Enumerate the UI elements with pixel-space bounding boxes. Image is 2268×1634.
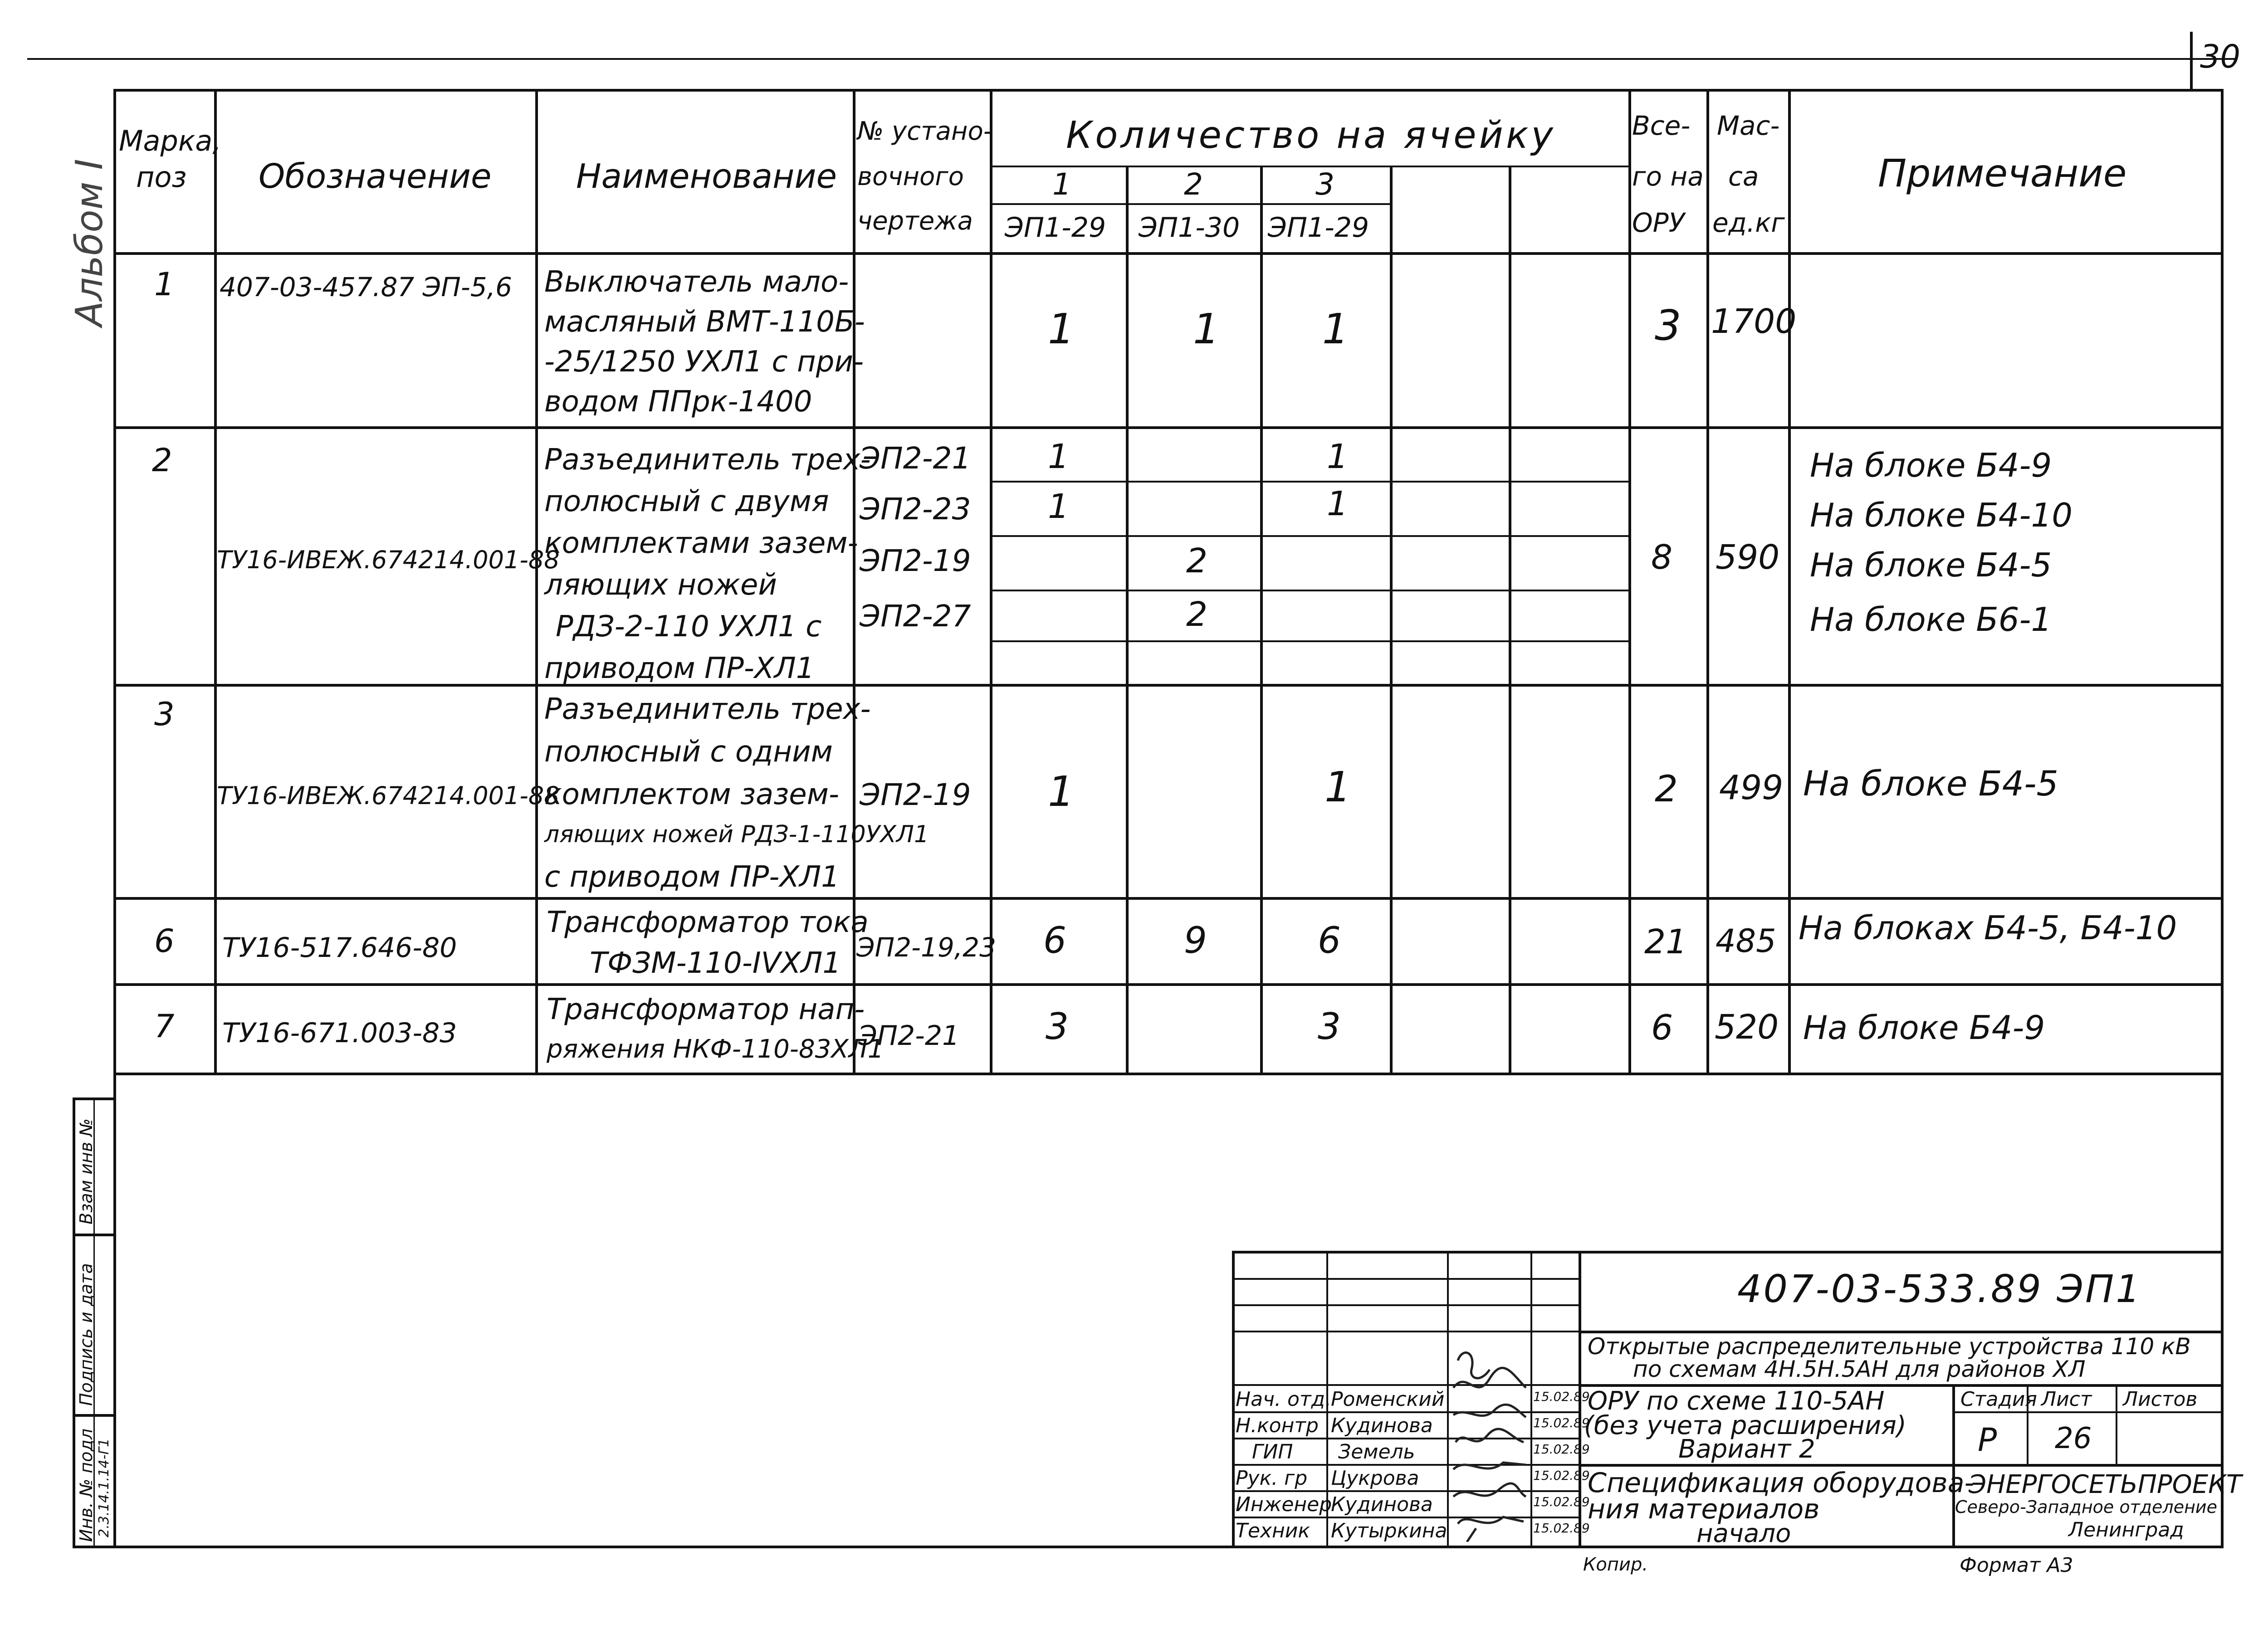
tb-sheet-title-2: (без учета расширения): [1584, 1411, 1906, 1440]
col-divider-9: [1628, 89, 1631, 1073]
row3-name-1: Разъединитель трех-: [544, 693, 871, 726]
row3-name-2: полюсный с одним: [544, 735, 833, 769]
col-divider-8: [1509, 166, 1511, 1073]
row6-ustan: ЭП2-19,23: [856, 932, 996, 963]
row-sep-5: [113, 1073, 2224, 1075]
row2-sub4-ustan: ЭП2-27: [860, 599, 971, 634]
tb-listov-label: Листов: [2123, 1388, 2198, 1411]
row2-sub2-q1: 1: [1048, 487, 1070, 526]
row2-sub1-q1: 1: [1048, 437, 1070, 476]
tb-name-3: Земель: [1338, 1440, 1415, 1463]
row2-oboz: ТУ16-ИВЕЖ.674214.001-88: [217, 546, 560, 574]
tb-org-1: ЭНЕРГОСЕТЬПРОЕКТ: [1969, 1470, 2242, 1499]
row1-poz: 1: [154, 266, 175, 303]
row2-name-1: Разъединитель трех-: [544, 443, 871, 477]
hdr-kolichestvo: Количество на ячейку: [1066, 114, 1556, 157]
hdr-oboznachenie: Обозначение: [259, 157, 492, 196]
row7-ustan: ЭП2-21: [858, 1020, 960, 1052]
tb-sheet-title-3: Вариант 2: [1678, 1434, 1815, 1464]
side-stamp-vzam: Взам инв №: [76, 1118, 96, 1224]
row7-oboz: ТУ16-671.003-83: [222, 1017, 457, 1049]
tb-date-2: 15.02.89: [1533, 1415, 1590, 1430]
col-divider-5: [1126, 166, 1129, 1073]
row7-vsego: 6: [1651, 1007, 1673, 1048]
page-number-box-left: [2190, 32, 2193, 89]
row2-sub3-ustan: ЭП2-19: [860, 543, 971, 578]
row7-q3: 3: [1318, 1005, 1341, 1048]
row1-q1: 1: [1048, 305, 1075, 353]
col-divider-2: [535, 89, 538, 1073]
tb-row-c: [1232, 1331, 1579, 1332]
tb-role-6: Техник: [1236, 1519, 1310, 1542]
row3-name-4: ляющих ножей РДЗ-1-110УХЛ1: [544, 821, 929, 848]
row7-q1: 3: [1046, 1005, 1069, 1048]
side-stamp-inv-value: 2.3.14.1.14-Г1: [96, 1438, 112, 1537]
tb-org-3: Ленинград: [2068, 1518, 2184, 1541]
tb-row-a: [1232, 1278, 1579, 1280]
row2-sub2-q3: 1: [1327, 484, 1349, 523]
frame-bottom: [73, 1546, 2224, 1548]
row2-name-6: приводом ПР-ХЛ1: [544, 652, 815, 685]
hdr-marka-1: Марка,: [119, 124, 221, 157]
row2-subline-3: [990, 590, 1628, 591]
side-stamp-podpis: Подпись и дата: [76, 1263, 96, 1406]
row3-q3: 1: [1325, 763, 1351, 811]
tb-row-b: [1232, 1304, 1579, 1306]
row6-poz: 6: [154, 922, 175, 960]
album-mark: Альбом I: [68, 159, 111, 327]
row3-massa: 499: [1719, 768, 1784, 807]
hdr-line-b: [990, 203, 1390, 205]
row2-name-2: полюсный с двумя: [544, 485, 829, 518]
row2-name-4: ляющих ножей: [544, 568, 777, 602]
row6-prim: На блоках Б4-5, Б4-10: [1799, 909, 2177, 947]
tb-left: [1232, 1251, 1235, 1546]
tb-role-2: Н.контр: [1236, 1414, 1319, 1437]
row6-oboz: ТУ16-517.646-80: [222, 932, 457, 964]
row2-name-5: РДЗ-2-110 УХЛ1 с: [556, 610, 822, 644]
row-sep-3: [113, 897, 2224, 900]
col-divider-6: [1260, 166, 1263, 1073]
row2-sub2-prim: На блоке Б4-10: [1810, 496, 2073, 534]
row2-sub4-prim: На блоке Б6-1: [1810, 600, 2052, 639]
row6-q2: 9: [1184, 919, 1207, 961]
tb-date-4: 15.02.89: [1533, 1468, 1590, 1483]
row2-sub1-ustan: ЭП2-21: [860, 441, 971, 476]
row7-name-1: Трансформатор нап-: [547, 993, 865, 1026]
tb-right-row-3: [1579, 1464, 2224, 1467]
row6-q1: 6: [1043, 919, 1066, 961]
row3-ustan: ЭП2-19: [860, 777, 971, 812]
tb-sheet-title-1: ОРУ по схеме 110-5АН: [1588, 1386, 1885, 1416]
row6-massa: 485: [1716, 922, 1776, 960]
hdr-cell-1: 1: [1052, 167, 1071, 202]
col-divider-7: [1390, 166, 1393, 1073]
tb-name-4: Цукрова: [1331, 1467, 1419, 1490]
row2-vsego: 8: [1651, 538, 1673, 577]
tb-name-2: Кудинова: [1331, 1414, 1433, 1437]
row2-sub3-q2: 2: [1186, 541, 1208, 580]
hdr-cell-2: 2: [1184, 167, 1203, 202]
table-right-border: [2221, 89, 2224, 1547]
row-sep-2: [113, 684, 2224, 687]
tb-org-2: Северо-Западное отделение: [1955, 1497, 2217, 1517]
tb-name-1: Роменский: [1331, 1388, 1445, 1411]
row3-q1: 1: [1048, 767, 1075, 816]
hdr-primechanie: Примечание: [1878, 151, 2127, 195]
row2-sub4-q2: 2: [1186, 595, 1208, 634]
tb-list-label: Лист: [2041, 1388, 2092, 1411]
tb-col-3: [1530, 1251, 1532, 1546]
tb-stadia-left: [1952, 1384, 1955, 1546]
tb-role-3: ГИП: [1252, 1440, 1293, 1463]
format-label: Формат А3: [1960, 1554, 2073, 1577]
col-divider-4: [990, 89, 992, 1073]
tb-date-5: 15.02.89: [1533, 1494, 1590, 1509]
row2-sub1-q3: 1: [1327, 437, 1349, 476]
row2-subline-2: [990, 535, 1628, 537]
tb-role-1: Нач. отд.: [1236, 1388, 1331, 1411]
row2-subline-4: [990, 640, 1628, 642]
tb-name-6: Кутыркина: [1331, 1519, 1447, 1542]
hdr-vsego-1: Все-: [1632, 110, 1691, 141]
tb-listov-left: [2116, 1384, 2117, 1464]
row7-poz: 7: [154, 1008, 175, 1045]
side-stamp-top: [73, 1097, 113, 1100]
hdr-massa-1: Мас-: [1717, 110, 1780, 141]
side-stamp-inv: Инв. № подл: [76, 1428, 96, 1542]
hdr-vsego-3: ОРУ: [1632, 207, 1685, 238]
row1-name-1: Выключатель мало-: [544, 265, 849, 299]
row1-vsego: 3: [1655, 301, 1681, 350]
row3-poz: 3: [154, 696, 175, 733]
hdr-ustan-1: № устано-: [857, 117, 992, 146]
row6-name-1: Трансформатор тока: [547, 906, 869, 939]
row3-vsego: 2: [1655, 768, 1678, 810]
hdr-cell-3: 3: [1315, 167, 1334, 202]
tb-code: 407-03-533.89 ЭП1: [1737, 1267, 2142, 1311]
row3-prim: На блоке Б4-5: [1803, 763, 2058, 804]
row7-massa: 520: [1715, 1008, 1779, 1047]
row2-sub2-ustan: ЭП2-23: [860, 492, 971, 527]
tb-date-3: 15.02.89: [1533, 1442, 1590, 1457]
side-stamp-left: [73, 1097, 75, 1547]
row3-name-5: с приводом ПР-ХЛ1: [544, 860, 840, 894]
tb-doc-title-1: Спецификация оборудова-: [1588, 1467, 1975, 1499]
row7-prim: На блоке Б4-9: [1803, 1009, 2045, 1047]
row2-name-3: комплектами зазем-: [544, 527, 858, 560]
row1-name-3: -25/1250 УХЛ1 с при-: [544, 345, 864, 379]
col-divider-1: [214, 89, 217, 1073]
row2-poz: 2: [152, 442, 172, 479]
row2-subline-1: [990, 481, 1628, 483]
tb-name-5: Кудинова: [1331, 1493, 1433, 1516]
hdr-cell-1-chert: ЭП1-29: [1005, 212, 1106, 244]
tb-list-value: 26: [2055, 1422, 2092, 1455]
tb-top: [1232, 1251, 2224, 1254]
row2-massa: 590: [1716, 538, 1780, 577]
page-number: 30: [2200, 38, 2241, 75]
row-sep-1: [113, 426, 2224, 429]
hdr-bottom: [113, 252, 2224, 255]
row1-name-2: масляный ВМТ-110Б-: [544, 305, 865, 339]
tb-doc-title-2: ния материалов: [1588, 1493, 1820, 1525]
table-left-border: [113, 89, 116, 1547]
row1-q3: 1: [1322, 305, 1349, 353]
hdr-vsego-2: го на: [1632, 161, 1704, 192]
row1-name-4: водом ППрк-1400: [544, 385, 812, 419]
col-divider-11: [1788, 89, 1791, 1073]
tb-project-title-2: по схемам 4Н.5Н.5АН для районов ХЛ: [1633, 1356, 2086, 1382]
side-stamp-sep-2: [73, 1414, 113, 1417]
tb-date-1: 15.02.89: [1533, 1389, 1590, 1404]
hdr-line-a: [990, 166, 1628, 167]
tb-stadia-value: Р: [1978, 1421, 1997, 1458]
col-divider-10: [1706, 89, 1709, 1073]
hdr-ustan-3: чертежа: [857, 206, 973, 236]
row-sep-4: [113, 983, 2224, 986]
hdr-cell-2-chert: ЭП1-30: [1139, 212, 1240, 244]
row1-oboz: 407-03-457.87 ЭП-5,6: [220, 272, 513, 302]
row3-oboz: ТУ16-ИВЕЖ.674214.001-88: [217, 781, 560, 810]
row1-massa: 1700: [1711, 302, 1797, 341]
tb-stadia-label: Стадия: [1960, 1388, 2037, 1411]
hdr-massa-2: са: [1728, 161, 1759, 192]
tb-stadia-hdr-line: [1952, 1411, 2224, 1413]
tb-role-4: Рук. гр: [1236, 1467, 1308, 1490]
tb-doc-title-3: начало: [1696, 1519, 1791, 1548]
table-top-border: [113, 89, 2224, 92]
top-rule: [27, 58, 2236, 60]
hdr-naimenovanie: Наименование: [576, 157, 837, 196]
tb-date-6: 15.02.89: [1533, 1521, 1590, 1536]
row6-vsego: 21: [1644, 922, 1687, 961]
side-stamp-sep-1: [73, 1234, 113, 1236]
row1-q2: 1: [1193, 305, 1220, 353]
signatures-graphic: [1449, 1342, 1530, 1542]
row6-q3: 6: [1318, 919, 1341, 961]
row6-name-2: ТФЗМ-110-IVХЛ1: [590, 946, 841, 980]
hdr-massa-3: ед.кг: [1712, 207, 1785, 238]
hdr-ustan-2: вочного: [857, 162, 964, 191]
hdr-marka-2: поз: [136, 161, 187, 194]
row7-name-2: ряжения НКФ-110-83ХЛ1: [547, 1034, 884, 1064]
row3-name-3: комплектом зазем-: [544, 778, 839, 811]
kopir-label: Копир.: [1583, 1554, 1648, 1575]
row2-sub1-prim: На блоке Б4-9: [1810, 446, 2052, 484]
tb-project-title-1: Открытые распределительные устройства 110 кВ: [1588, 1333, 2191, 1360]
tb-role-5: Инженер: [1236, 1493, 1332, 1516]
row2-sub3-prim: На блоке Б4-5: [1810, 546, 2052, 584]
hdr-cell-3-chert: ЭП1-29: [1268, 212, 1369, 244]
